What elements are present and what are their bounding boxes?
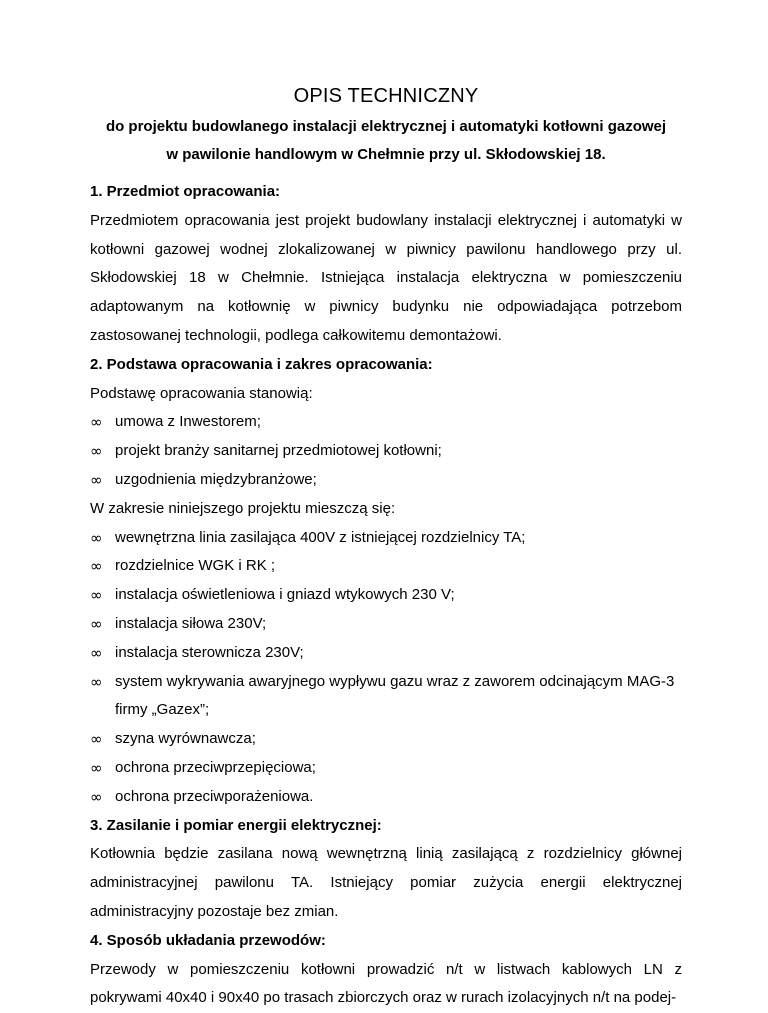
section1-heading: 1. Przedmiot opracowania:	[90, 183, 281, 200]
list-item	[90, 552, 682, 581]
document-subtitle-line2: w pawilonie handlowym w Chełmnie przy ul. Skłodowskiej 18.	[166, 146, 606, 163]
list-item-text: szyna wyrównawcza;	[115, 730, 256, 748]
infinity-bullet-icon: ∞	[90, 787, 103, 806]
list-item	[90, 466, 682, 495]
list-item-text: instalacja sterownicza 230V;	[115, 643, 304, 661]
infinity-bullet-icon: ∞	[90, 758, 103, 777]
section2-heading: 2. Podstawa opracowania i zakres opracowania:	[90, 355, 433, 373]
section3-heading: 3. Zasilanie i pomiar energii elektrycznej:	[90, 816, 382, 834]
list-item	[90, 725, 682, 754]
list-item	[90, 581, 682, 610]
infinity-bullet-icon: ∞	[90, 528, 103, 547]
list-item-text: ochrona przeciwprzepięciowa;	[115, 758, 316, 776]
infinity-bullet-icon: ∞	[90, 470, 103, 489]
infinity-bullet-icon: ∞	[90, 557, 103, 576]
section1-paragraph: Przedmiotem opracowania jest projekt budowlany instalacji elektrycznej i automatyki w kotłowni gazowej wodnej zlokalizowanej w piwnicy pawilonu handlowego przy ul. Skłodowskiej 18 w Chełmnie. Istniejąca instalacja elektryczna w pomieszczeniu adaptowanym na kotłownię w piwnicy budynku nie odpowiadająca potrzebom zastosowanej technologii, podlega całkowitemu demontażowi.	[90, 211, 682, 344]
list-item	[90, 668, 682, 726]
list-item	[90, 610, 682, 639]
section2-intro1: Podstawę opracowania stanowią:	[90, 384, 313, 402]
infinity-bullet-icon: ∞	[90, 672, 103, 691]
list-item-text: ochrona przeciwporażeniowa.	[115, 787, 314, 805]
section2-intro2: W zakresie niniejszego projektu mieszczą się:	[90, 499, 396, 517]
list-item	[90, 639, 682, 668]
list-item	[90, 437, 682, 466]
section3-paragraph: Kotłownia będzie zasilana nową wewnętrzną linią zasilającą z rozdzielnicy głównej administracyjnej pawilonu TA. Istniejący pomiar zużycia energii elektrycznej administracyjny pozostaje bez zmian.	[90, 845, 682, 920]
list-item	[90, 408, 682, 437]
infinity-bullet-icon: ∞	[90, 413, 103, 432]
list-item-text: rozdzielnice WGK i RK ;	[115, 557, 276, 575]
list-item-text: uzgodnienia międzybranżowe;	[115, 470, 317, 488]
section4-heading: 4. Sposób układania przewodów:	[90, 931, 326, 949]
document-subtitle-line1: do projektu budowlanego instalacji elektrycznej i automatyki kotłowni gazowej	[105, 118, 667, 135]
list-item-text: umowa z Inwestorem;	[115, 413, 261, 431]
infinity-bullet-icon: ∞	[90, 730, 103, 749]
list-item-text: instalacja oświetleniowa i gniazd wtykowych 230 V;	[115, 586, 455, 604]
document-body	[90, 178, 682, 1013]
infinity-bullet-icon: ∞	[90, 643, 103, 662]
list-item-text: instalacja siłowa 230V;	[115, 614, 267, 632]
list-item	[90, 524, 682, 553]
section2-list2	[90, 524, 682, 812]
list-item	[90, 754, 682, 783]
infinity-bullet-icon: ∞	[90, 586, 103, 605]
document-title: OPIS TECHNICZNY	[293, 85, 479, 107]
section4-paragraph: Przewody w pomieszczeniu kotłowni prowadzić n/t w listwach kablowych LN z pokrywami 40x40 i 90x40 po trasach zbiorczych oraz w rurach izolacyjnych n/t na podej-	[90, 960, 682, 1007]
section2-list1	[90, 408, 682, 494]
infinity-bullet-icon: ∞	[90, 442, 103, 461]
list-item-text: projekt branży sanitarnej przedmiotowej kotłowni;	[115, 442, 442, 460]
list-item	[90, 783, 682, 812]
infinity-bullet-icon: ∞	[90, 614, 103, 633]
list-item-text: wewnętrzna linia zasilająca 400V z istniejącej rozdzielnicy TA;	[115, 528, 526, 546]
list-item-text: system wykrywania awaryjnego wypływu gazu wraz z zaworem odcinającym MAG-3 firmy „Gazex”;	[115, 672, 675, 719]
